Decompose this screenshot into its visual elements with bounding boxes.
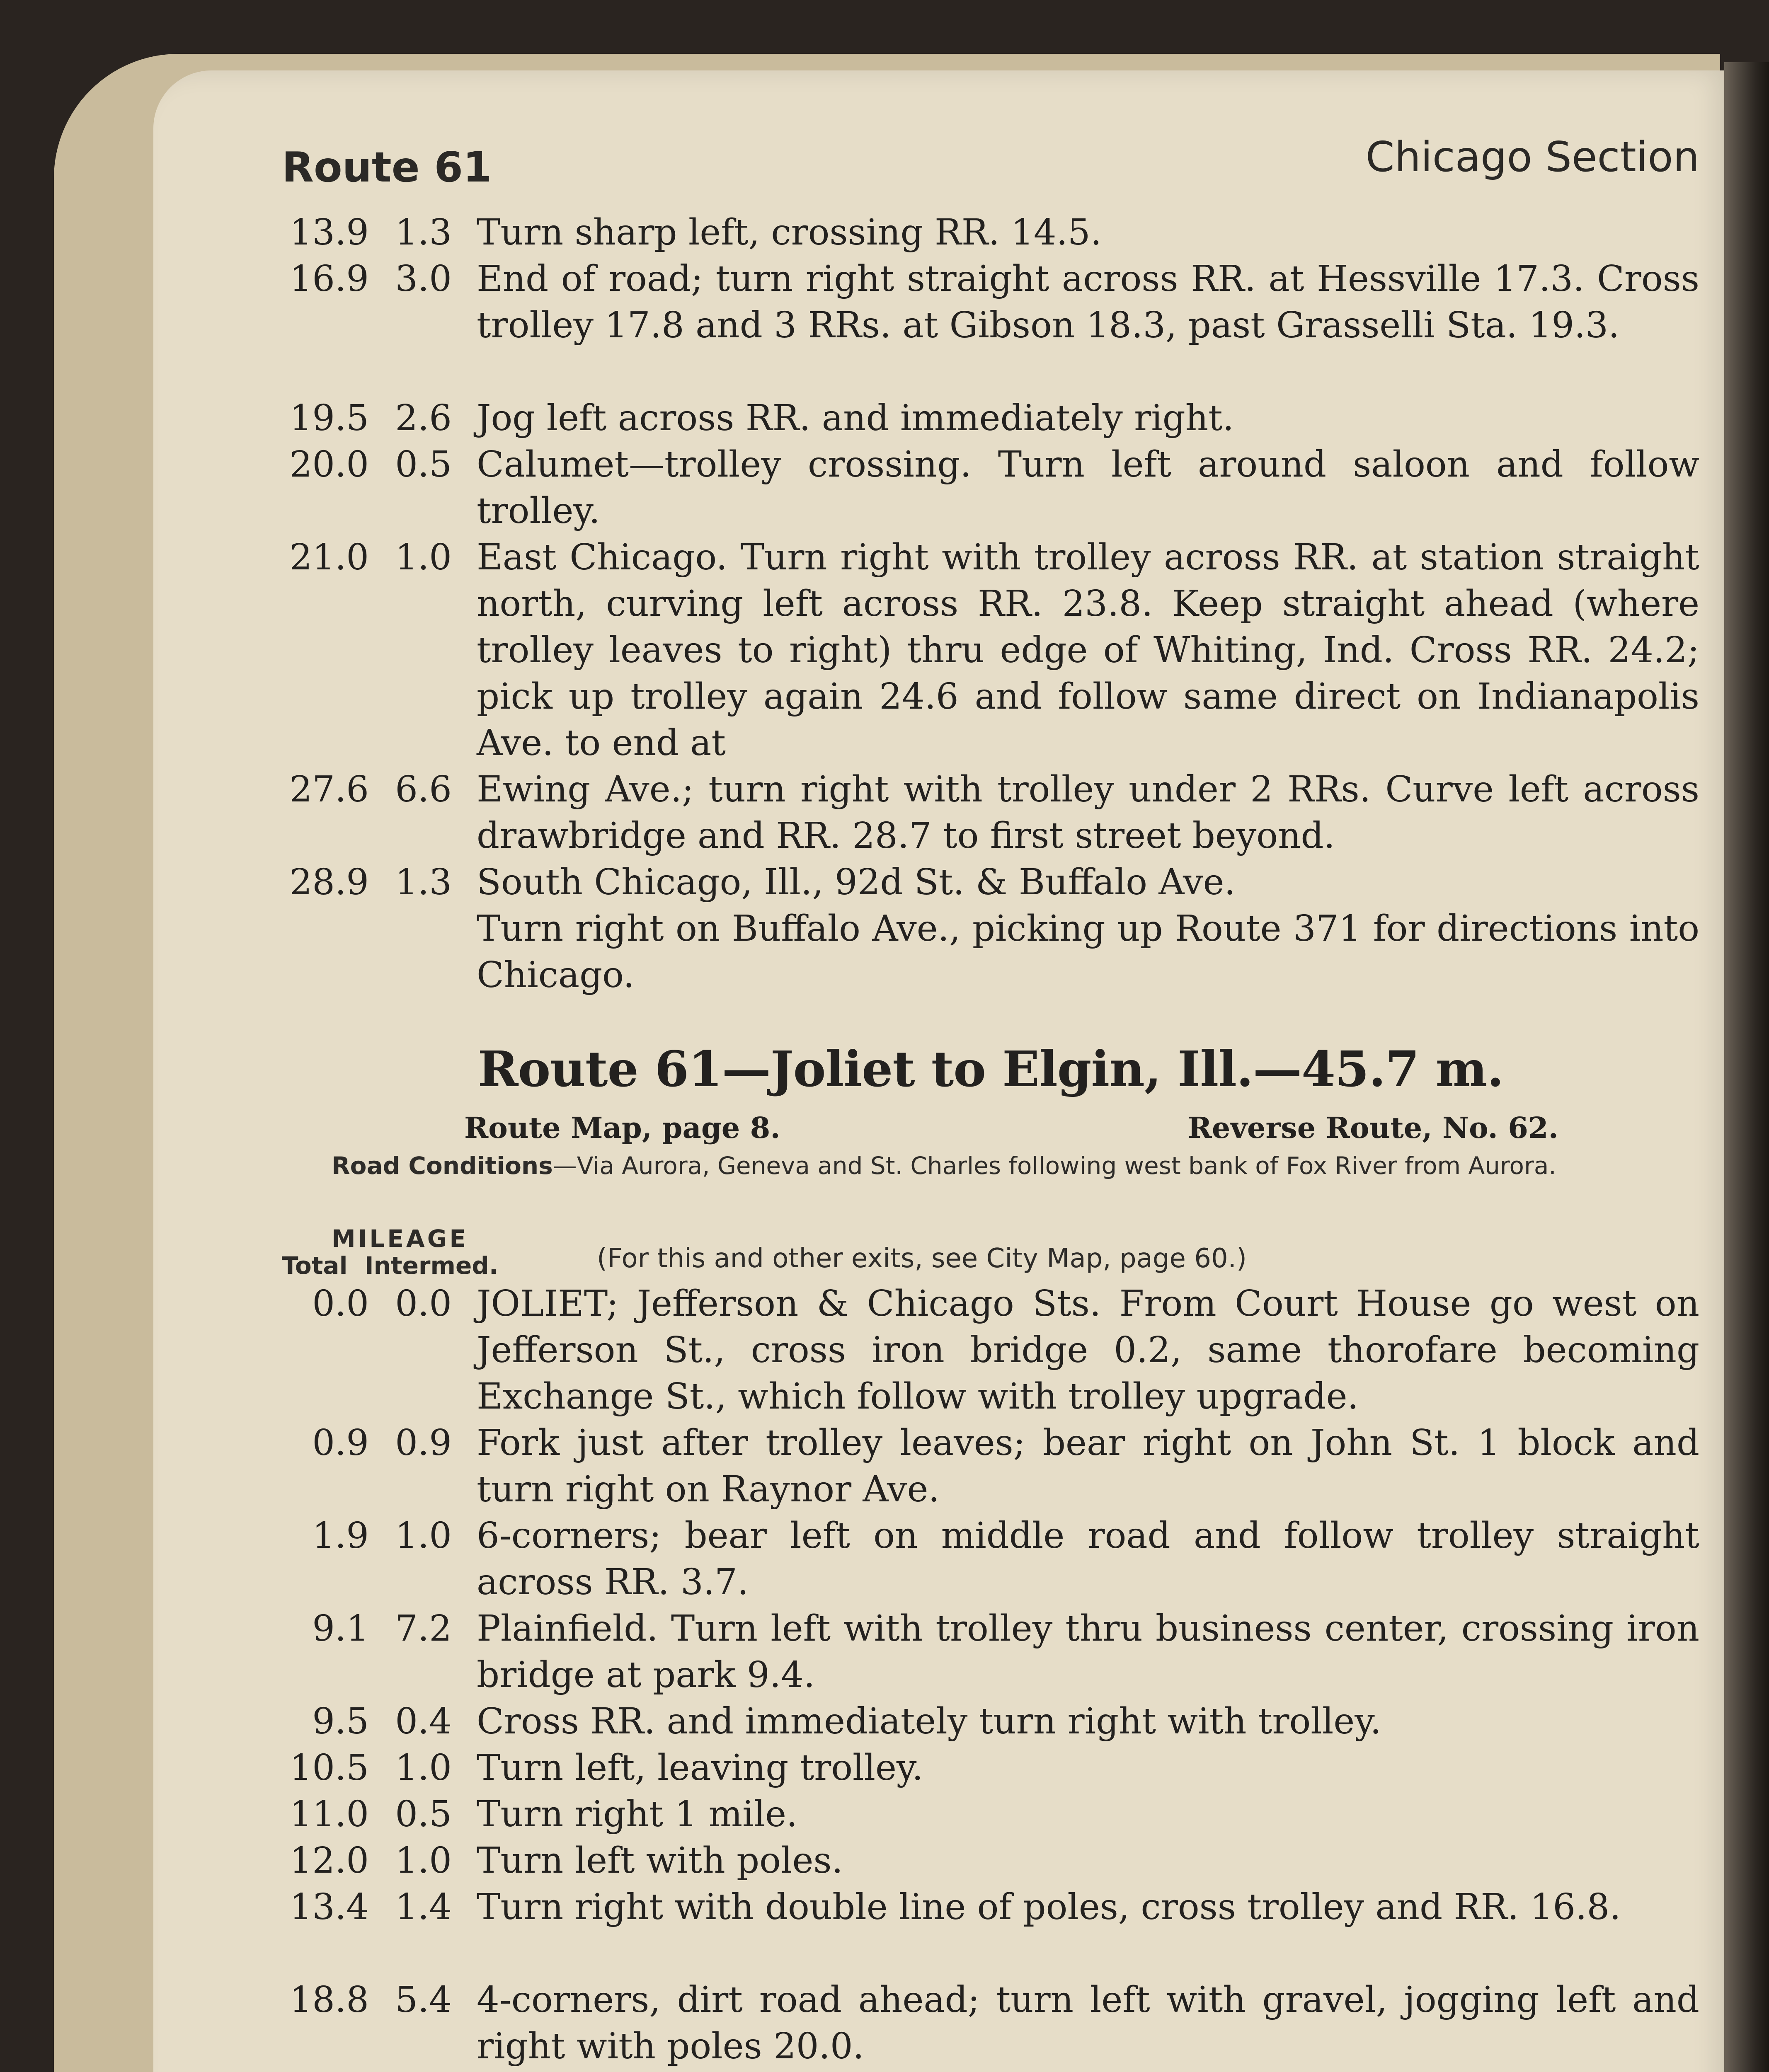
intermediate-column-label: Intermed. xyxy=(365,1251,498,1280)
road-conditions-label: Road Conditions xyxy=(332,1152,553,1180)
mileage-intermediate: 1.0 xyxy=(395,1840,452,1881)
table-row xyxy=(282,1513,1699,1605)
road-conditions-text: —Via Aurora, Geneva and St. Charles following west bank of Fox River from Aurora. xyxy=(553,1152,1556,1180)
table-row xyxy=(282,859,1699,905)
direction-text: Ewing Ave.; turn right with trolley under 2 RRs. Curve left across drawbridge and RR. 28.7 to first street beyond. xyxy=(477,769,1699,857)
mileage-total: 0.9 xyxy=(312,1422,369,1464)
table-row xyxy=(282,1605,1699,1698)
reverse-route-ref: Reverse Route, No. 62. xyxy=(1187,1111,1558,1145)
mileage-intermediate: 1.3 xyxy=(395,862,452,903)
table-row xyxy=(282,1280,1699,1420)
direction-text: Cross RR. and immediately turn right with trolley. xyxy=(477,1701,1381,1742)
table-row xyxy=(282,1745,1699,1791)
mileage-total: 20.0 xyxy=(289,444,369,485)
mileage-intermediate: 0.5 xyxy=(395,1794,452,1835)
direction-text: Turn right on Buffalo Ave., picking up Route 371 for directions into Chicago. xyxy=(477,908,1699,996)
mileage-total: 1.9 xyxy=(312,1515,369,1556)
direction-text: Turn sharp left, crossing RR. 14.5. xyxy=(477,212,1102,253)
table-row xyxy=(282,766,1699,859)
direction-text: 6-corners; bear left on middle road and follow trolley straight across RR. 3.7. xyxy=(477,1515,1699,1603)
mileage-total: 9.5 xyxy=(312,1701,369,1742)
running-head-section: Chicago Section xyxy=(1365,133,1699,181)
mileage-intermediate: 1.0 xyxy=(395,1747,452,1789)
table-row xyxy=(282,441,1699,534)
mileage-intermediate: 1.0 xyxy=(395,537,452,578)
running-head-route: Route 61 xyxy=(282,143,492,191)
mileage-intermediate: 7.2 xyxy=(395,1608,452,1649)
direction-text: Jog left across RR. and immediately right. xyxy=(477,397,1234,439)
mileage-intermediate: 6.6 xyxy=(395,769,452,810)
direction-text: Fork just after trolley leaves; bear right on John St. 1 block and turn right on Raynor Ave. xyxy=(477,1422,1699,1510)
direction-text: Plainfield. Turn left with trolley thru business center, crossing iron bridge at park 9.4. xyxy=(477,1608,1699,1696)
mileage-total: 13.4 xyxy=(289,1886,369,1928)
mileage-intermediate: 5.4 xyxy=(395,1979,452,2021)
table-row xyxy=(282,256,1699,395)
mileage-intermediate: 3.0 xyxy=(395,258,452,300)
mileage-total: 10.5 xyxy=(289,1747,369,1789)
mileage-intermediate: 1.3 xyxy=(395,212,452,253)
direction-text: Turn right 1 mile. xyxy=(477,1794,798,1835)
mileage-intermediate: 0.9 xyxy=(395,1422,452,1464)
mileage-intermediate: 2.6 xyxy=(395,397,452,439)
table-row xyxy=(282,1884,1699,1977)
mileage-total: 13.9 xyxy=(289,212,369,253)
mileage-intermediate: 1.4 xyxy=(395,1886,452,1928)
mileage-total: 0.0 xyxy=(312,1283,369,1324)
table-row xyxy=(282,1698,1699,1745)
mileage-total: 9.1 xyxy=(312,1608,369,1649)
direction-text: Turn right with double line of poles, cross trolley and RR. 16.8. xyxy=(477,1886,1621,1928)
mileage-total: 19.5 xyxy=(289,397,369,439)
table-row xyxy=(282,1791,1699,1837)
table-row xyxy=(282,2070,1699,2072)
page-content xyxy=(282,0,1699,2072)
direction-text: South Chicago, Ill., 92d St. & Buffalo Ave. xyxy=(477,862,1236,903)
mileage-total: 27.6 xyxy=(289,769,369,810)
mileage-total: 21.0 xyxy=(289,537,369,578)
mileage-intermediate: 1.0 xyxy=(395,1515,452,1556)
route-title: Route 61—Joliet to Elgin, Ill.—45.7 m. xyxy=(477,1040,1504,1098)
direction-text: Turn left with poles. xyxy=(477,1840,843,1881)
mileage-intermediate: 0.0 xyxy=(395,1283,452,1324)
total-column-label: Total xyxy=(282,1251,348,1280)
road-conditions xyxy=(332,1150,1699,1181)
route-map-ref: Route Map, page 8. xyxy=(464,1111,780,1145)
table-row xyxy=(282,1977,1699,2070)
mileage-intermediate: 0.4 xyxy=(395,1701,452,1742)
mileage-total xyxy=(282,2070,369,2072)
mileage-total: 28.9 xyxy=(289,862,369,903)
table-row xyxy=(282,395,1699,441)
mileage-total: 11.0 xyxy=(289,1794,369,1835)
mileage-total: 12.0 xyxy=(289,1840,369,1881)
direction-text: End of road; turn right straight across RR. at Hessville 17.3. Cross trolley 17.8 and 3 RRs. at Gibson 18.3, past Grasselli Sta. 19.3. xyxy=(477,258,1699,346)
book-binding xyxy=(1724,62,1769,2072)
direction-text: Turn left, leaving trolley. xyxy=(477,1747,923,1789)
direction-text: Calumet—trolley crossing. Turn left around saloon and follow trolley. xyxy=(477,444,1699,532)
continuation-text xyxy=(282,905,1699,998)
mileage-total: 18.8 xyxy=(289,1979,369,2021)
mileage-intermediate xyxy=(369,2070,452,2072)
mileage-total: 16.9 xyxy=(289,258,369,300)
exits-note: (For this and other exits, see City Map, page 60.) xyxy=(597,1243,1247,1274)
direction-text xyxy=(477,2070,1699,2072)
direction-text: 4-corners, dirt road ahead; turn left with gravel, jogging left and right with poles 20.0. xyxy=(477,1979,1699,2067)
table-row xyxy=(282,534,1699,766)
table-row xyxy=(282,209,1699,256)
direction-text: East Chicago. Turn right with trolley across RR. at station straight north, curving left across RR. 23.8. Keep straight ahead (where trolley leaves to right) thru edge of Whiting, Ind. Cross RR. 24.2; pick up trolley again 24.6 and follow same direct on Indianapolis Ave. to end at xyxy=(477,537,1699,764)
table-row xyxy=(282,1837,1699,1884)
mileage-label: MILEAGE xyxy=(332,1225,468,1253)
table-row xyxy=(282,1420,1699,1513)
direction-text: JOLIET; Jefferson & Chicago Sts. From Court House go west on Jefferson St., cross iron bridge 0.2, same thorofare becoming Exchange St., which follow with trolley upgrade. xyxy=(477,1283,1699,1417)
mileage-intermediate: 0.5 xyxy=(395,444,452,485)
